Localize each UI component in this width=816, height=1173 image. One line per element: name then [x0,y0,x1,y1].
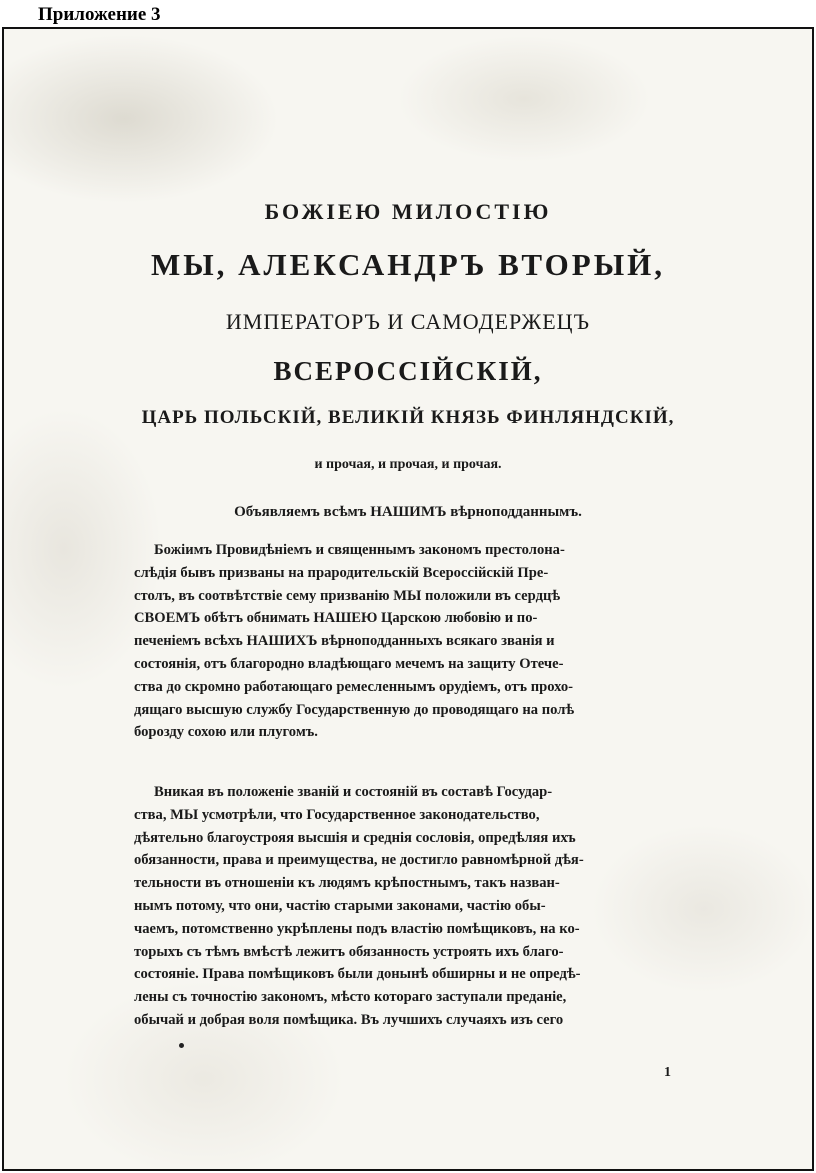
heading-all-russia: ВСЕРОССІЙСКІЙ, [273,356,543,386]
paragraph-line: СВОЕМЪ обѣтъ обнимать НАШЕЮ Царскою любовію и по- [134,610,538,627]
scanned-page-frame [2,27,814,1171]
paragraph-line: обязанности, права и преимущества, не достигло равномѣрной дѣя- [134,852,584,869]
paragraph-line: Божіимъ Провидѣніемъ и священнымъ закономъ престолона- [154,542,565,558]
paragraph-line: ства до скромно работающаго ремесленнымъ орудіемъ, отъ прохо- [134,678,574,695]
heading-tsar-titles: ЦАРЬ ПОЛЬСКІЙ, ВЕЛИКІЙ КНЯЗЬ ФИНЛЯНДСКІЙ, [141,407,675,428]
paragraph-line: обычай и добрая воля помѣщика. Въ лучшихъ случаяхъ изъ сего [134,1011,564,1028]
paragraph-line: состоянія, отъ благородно владѣющаго мечемъ на защиту Отече- [134,655,564,672]
heading-et-cetera: и прочая, и прочая, и прочая. [314,457,502,472]
heading-emperor: ИМПЕРАТОРЪ И САМОДЕРЖЕЦЪ [225,309,591,334]
paragraph-line: нымъ потому, что они, частію старыми законами, частію обы- [134,897,546,914]
paragraph-line: ства, МЫ усмотрѣли, что Государственное законодательство, [134,806,540,823]
paragraph-line: лены съ точностію закономъ, мѣсто котораго заступали преданіе, [134,989,567,1006]
paragraph-line: тельности въ отношеніи къ людямъ крѣпостнымъ, такъ назван- [134,875,560,892]
paragraph-line: торыхъ съ тѣмъ вмѣстѣ лежитъ обязанность устроять ихъ благо- [134,943,564,960]
manifesto-page [4,29,812,1169]
page-number: 1 [664,1065,671,1080]
paragraph-line: чаемъ, потомственно укрѣплены подъ властію помѣщиковъ, на ко- [134,920,580,937]
heading-grace: БОЖІЕЮ МИЛОСТІЮ [264,199,552,224]
paragraph-line: печеніемъ всѣхъ НАШИХЪ вѣрноподданныхъ всякаго званія и [134,633,555,650]
announcement-line: Объявляемъ всѣмъ НАШИМЪ вѣрноподданнымъ. [234,504,582,520]
ink-dot [179,1043,184,1048]
paragraph-line: слѣдія бывъ призваны на прародительскій Всероссійскій Пре- [134,564,549,581]
heading-monarch: МЫ, АЛЕКСАНДРЪ ВТОРЫЙ, [150,247,666,282]
paragraph-line: состояніе. Права помѣщиковъ были донынѣ обширны и не опредѣ- [134,966,581,983]
paragraph-line: дящаго высшую службу Государственную до проводящаго на полѣ [134,701,575,718]
paragraph-estates [134,781,684,1032]
paragraph-line: борозду сохою или плугомъ. [134,724,318,741]
paragraph-line: Вникая въ положеніе званій и состояній въ составѣ Государ- [154,784,553,800]
appendix-caption: Приложение 3 [38,4,161,25]
paragraph-line: столъ, въ соотвѣтствіе сему призванію МЫ положили въ сердцѣ [134,587,561,604]
paragraph-providence [134,539,684,744]
paragraph-line: дѣятельно благоустрояя высшія и среднія сословія, опредѣляя ихъ [134,829,576,846]
